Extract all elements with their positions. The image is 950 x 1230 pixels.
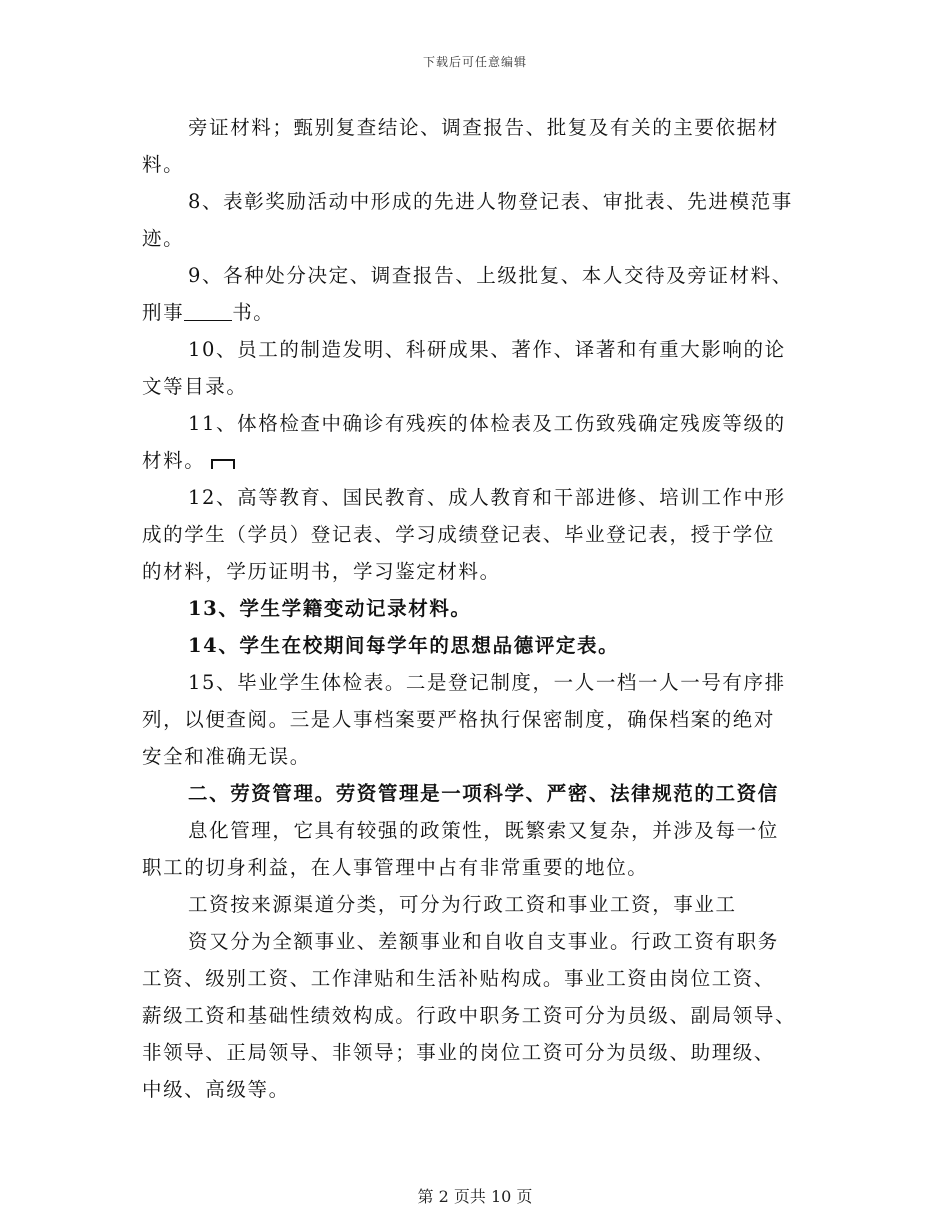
text-line: 资又分为全额事业、差额事业和自收自支事业。行政工资有职务 — [188, 930, 779, 953]
text-line: 安全和准确无误。 — [142, 745, 311, 768]
text-line: 15、毕业学生体检表。二是登记制度，一人一档一人一号有序排 — [188, 671, 786, 694]
text-fragment: 刑事 — [142, 301, 185, 324]
text-line: 职工的切身利益，在人事管理中占有非常重要的地位。 — [142, 856, 649, 879]
text-line: 10、员工的制造发明、科研成果、著作、译著和有重大影响的论 — [188, 338, 786, 361]
text-line: 列，以便查阅。三是人事档案要严格执行保密制度，确保档案的绝对 — [142, 708, 776, 731]
text-line: 的材料，学历证明书，学习鉴定材料。 — [142, 560, 501, 583]
text-line — [142, 294, 810, 331]
text-fragment: 材料。 — [142, 449, 206, 472]
text-line: 旁证材料；甄别复查结论、调查报告、批复及有关的主要依据材 — [188, 116, 779, 139]
text-line-bold: 13、学生学籍变动记录材料。 — [188, 597, 472, 620]
text-line: 文等目录。 — [142, 375, 248, 398]
text-line: 12、高等教育、国民教育、成人教育和干部进修、培训工作中形 — [188, 486, 786, 509]
bracket-mark-icon — [211, 459, 235, 469]
text-line: 成的学生（学员）登记表、学习成绩登记表、毕业登记表，授于学位 — [142, 523, 776, 546]
text-line: 工资按来源渠道分类，可分为行政工资和事业工资，事业工 — [188, 893, 737, 916]
fill-in-blank — [184, 302, 232, 321]
text-line-bold: 14、学生在校期间每学年的思想品德评定表。 — [188, 634, 620, 657]
document-body — [142, 109, 810, 1108]
text-line: 非领导、正局领导、非领导；事业的岗位工资可分为员级、助理级、 — [142, 1041, 776, 1064]
text-fragment: 书。 — [232, 301, 275, 324]
text-line: 薪级工资和基础性绩效构成。行政中职务工资可分为员级、副局领导、 — [142, 1004, 797, 1027]
text-line: 中级、高级等。 — [142, 1078, 290, 1101]
text-line: 料。 — [142, 153, 185, 176]
text-line: 息化管理，它具有较强的政策性，既繁索又复杂，并涉及每一位 — [188, 819, 779, 842]
page-number-footer: 第 2 页共 10 页 — [417, 1187, 533, 1206]
text-line: 9、各种处分决定、调查报告、上级批复、本人交待及旁证材料、 — [188, 264, 793, 287]
text-line: 11、体格检查中确诊有残疾的体检表及工伤致残确定残废等级的 — [188, 412, 786, 435]
text-line: 8、表彰奖励活动中形成的先进人物登记表、审批表、先进模范事 — [188, 190, 793, 213]
text-line: 工资、级别工资、工作津贴和生活补贴构成。事业工资由岗位工资、 — [142, 967, 776, 990]
section-heading: 二、劳资管理。劳资管理是一项科学、严密、法律规范的工资信 — [188, 782, 779, 805]
text-line: 迹。 — [142, 227, 185, 250]
page-header: 下载后可任意编辑 — [422, 55, 527, 69]
text-line — [142, 442, 810, 479]
